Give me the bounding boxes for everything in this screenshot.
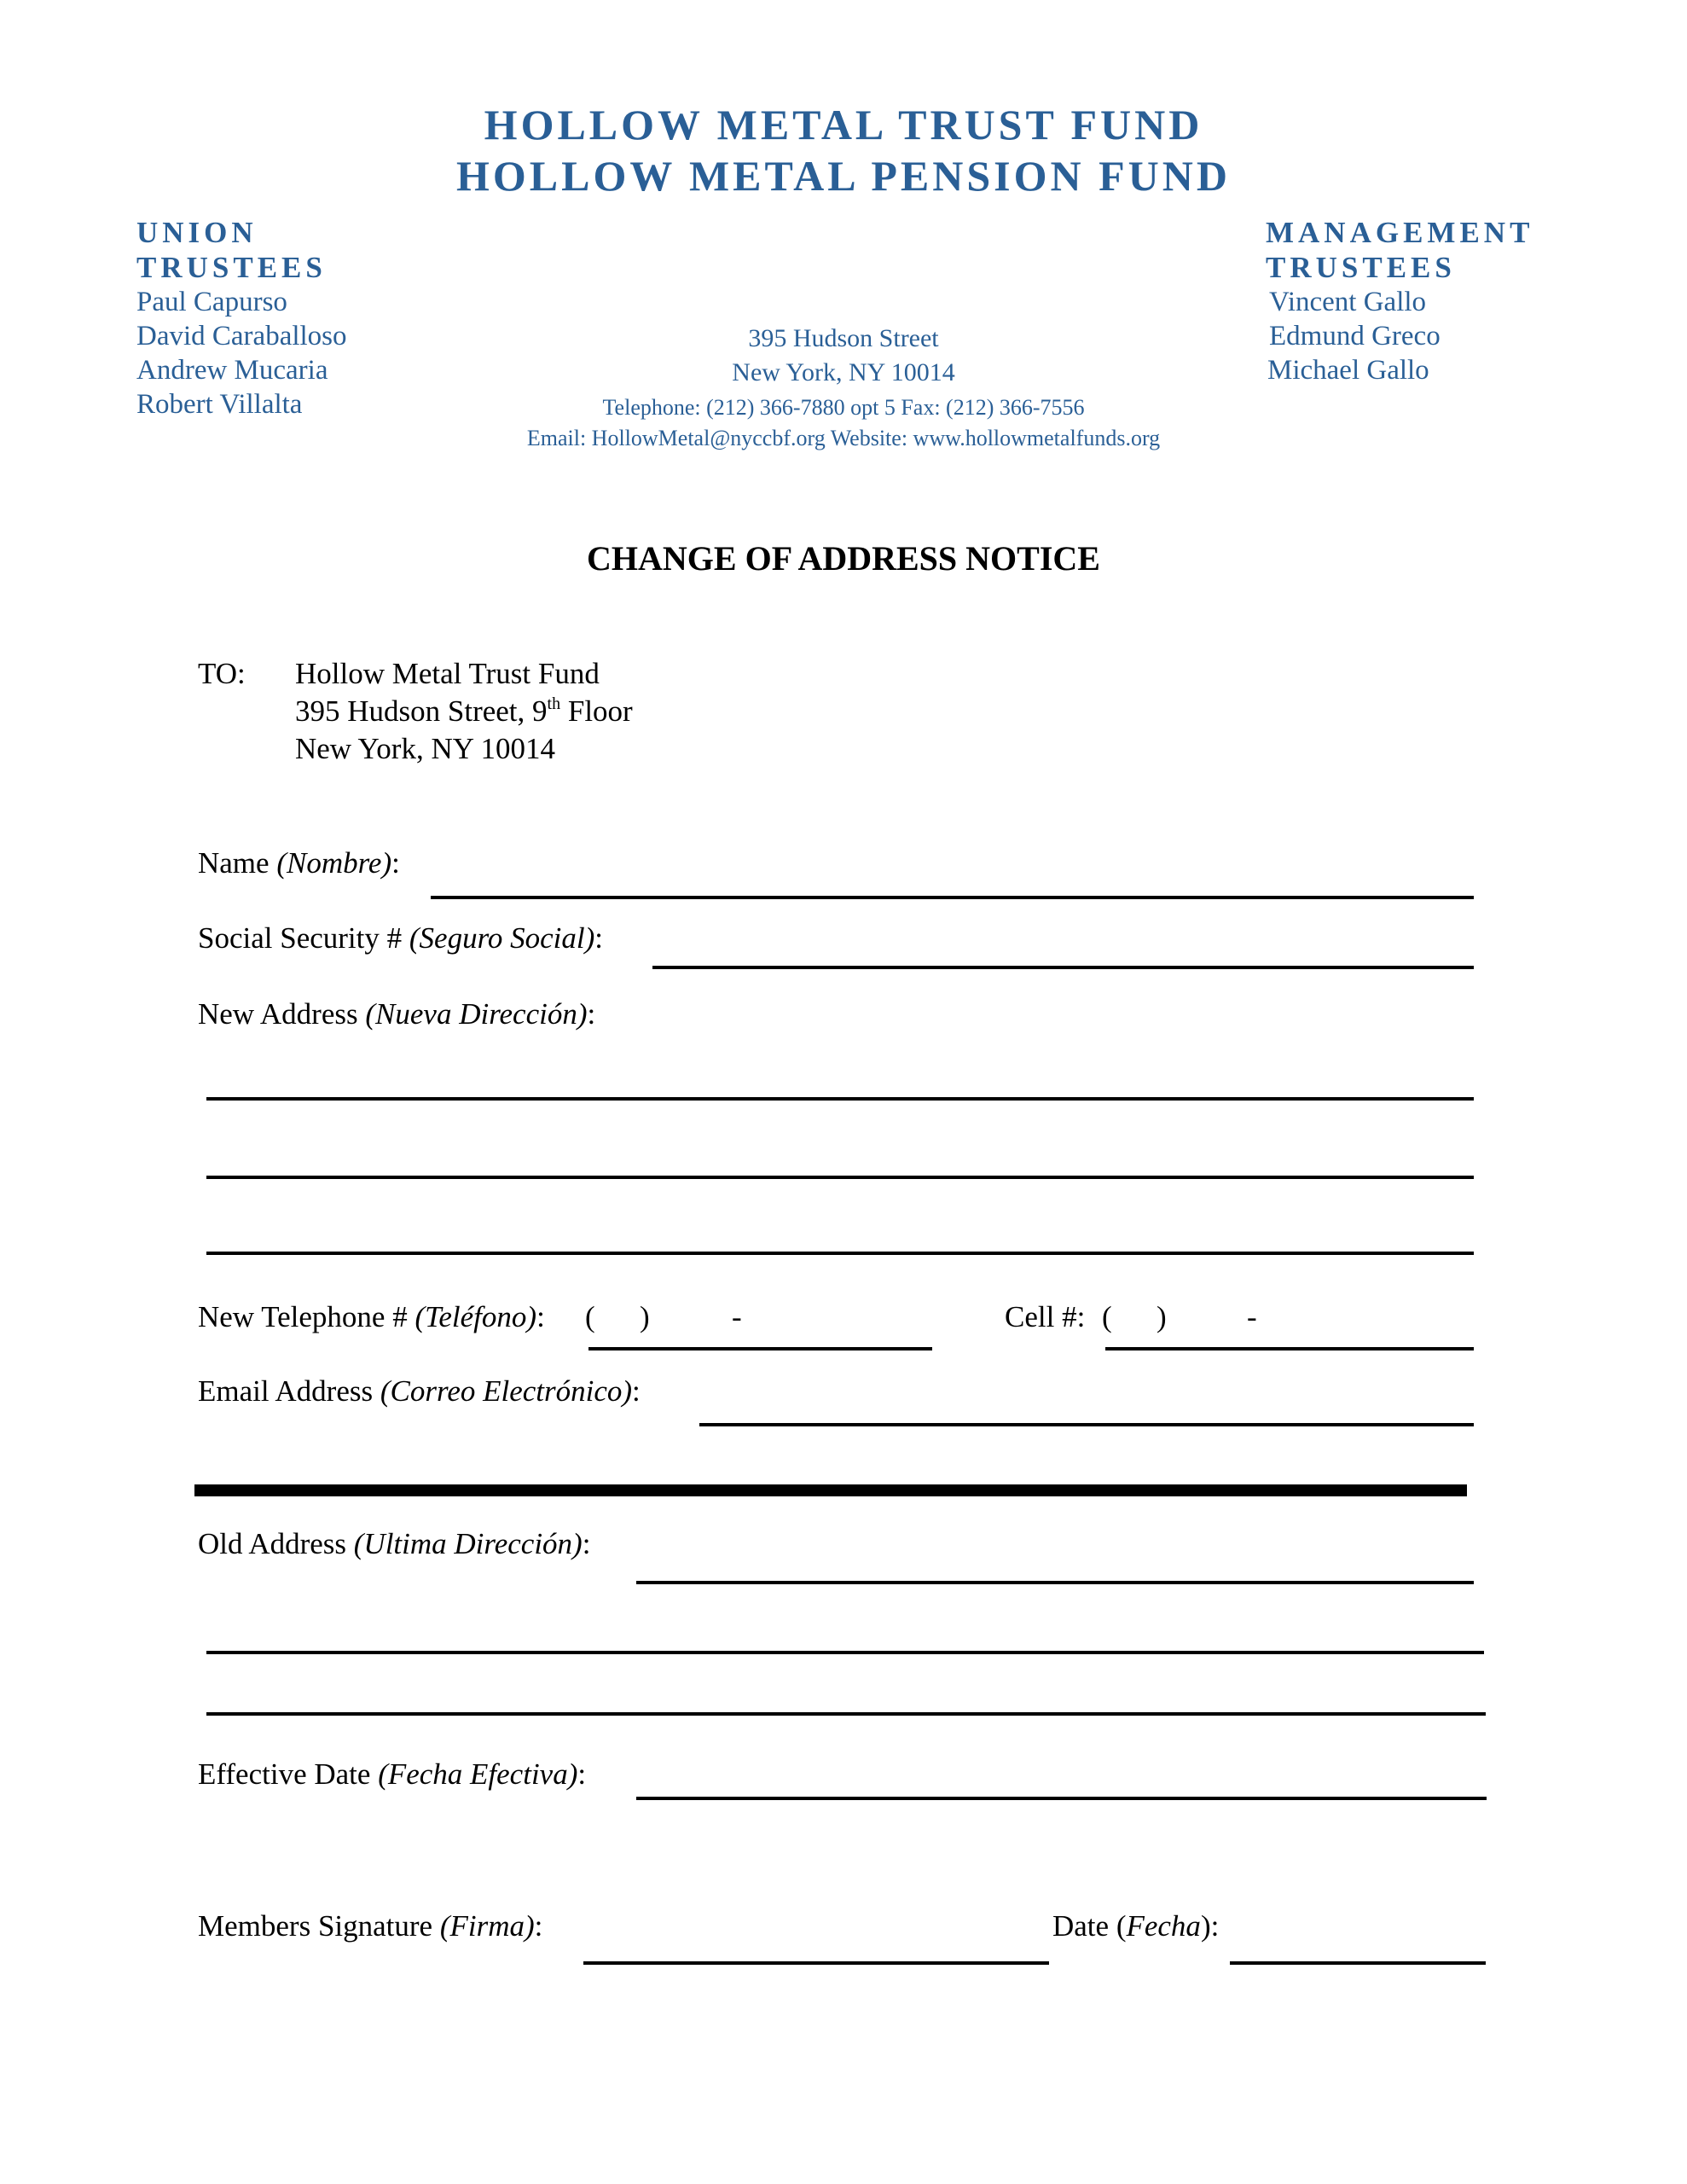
trustee-name: Michael Gallo bbox=[1267, 355, 1429, 386]
effective-date-label-en: Effective Date bbox=[198, 1757, 379, 1791]
telephone-dash: - bbox=[732, 1300, 742, 1333]
label-colon: : bbox=[391, 846, 400, 880]
cell-label: Cell #: bbox=[1005, 1300, 1086, 1333]
telephone-label-es: (Teléfono) bbox=[415, 1300, 537, 1333]
fund-title-trust: HOLLOW METAL TRUST FUND bbox=[484, 101, 1203, 148]
telephone-close-paren: ) bbox=[640, 1300, 650, 1333]
new-address-label-es: (Nueva Dirección) bbox=[365, 997, 588, 1031]
ssn-label-en: Social Security # bbox=[198, 921, 409, 955]
union-trustees-heading-2: TRUSTEES bbox=[136, 251, 327, 284]
new-address-label-en: New Address bbox=[198, 997, 366, 1031]
cell-dash: - bbox=[1247, 1300, 1257, 1333]
name-label bbox=[198, 845, 400, 882]
old-address-line-3[interactable] bbox=[206, 1712, 1486, 1716]
old-address-line-1[interactable] bbox=[636, 1581, 1474, 1584]
old-address-label-en: Old Address bbox=[198, 1527, 354, 1560]
union-trustees-heading-1: UNION bbox=[136, 216, 258, 249]
to-label: TO: bbox=[198, 657, 246, 690]
email-field[interactable] bbox=[699, 1423, 1474, 1426]
to-city: New York, NY 10014 bbox=[295, 732, 555, 765]
label-colon: : bbox=[587, 997, 596, 1031]
label-colon: : bbox=[582, 1527, 591, 1560]
date-label bbox=[1052, 1908, 1219, 1945]
signature-label-es: (Firma) bbox=[439, 1909, 535, 1943]
date-field[interactable] bbox=[1230, 1961, 1486, 1965]
management-trustees-heading-2: TRUSTEES bbox=[1266, 251, 1456, 284]
trustee-name: Robert Villalta bbox=[136, 389, 303, 420]
fund-address-city: New York, NY 10014 bbox=[732, 358, 955, 386]
old-address-line-2[interactable] bbox=[206, 1651, 1484, 1654]
effective-date-field[interactable] bbox=[636, 1797, 1487, 1800]
signature-label-en: Members Signature bbox=[198, 1909, 440, 1943]
cell-field[interactable] bbox=[1105, 1347, 1474, 1350]
old-address-label-es: (Ultima Dirección) bbox=[353, 1527, 583, 1560]
signature-field[interactable] bbox=[583, 1961, 1049, 1965]
new-address-line-1[interactable] bbox=[206, 1097, 1474, 1101]
label-colon: : bbox=[594, 921, 604, 955]
email-label-en: Email Address bbox=[198, 1374, 380, 1408]
label-colon: ): bbox=[1200, 1909, 1220, 1943]
effective-date-label bbox=[198, 1756, 586, 1793]
cell-open-paren: ( bbox=[1102, 1300, 1112, 1333]
name-label-en: Name bbox=[198, 846, 277, 880]
to-recipient: Hollow Metal Trust Fund bbox=[295, 657, 600, 690]
trustee-name: Andrew Mucaria bbox=[136, 355, 328, 386]
to-street-ordinal: th bbox=[547, 694, 561, 713]
effective-date-label-es: (Fecha Efectiva) bbox=[378, 1757, 578, 1791]
new-address-line-3[interactable] bbox=[206, 1252, 1474, 1255]
telephone-field[interactable] bbox=[588, 1347, 932, 1350]
trustee-name: Edmund Greco bbox=[1269, 321, 1441, 351]
ssn-label-es: (Seguro Social) bbox=[409, 921, 595, 955]
trustee-name: Paul Capurso bbox=[136, 287, 287, 317]
ssn-field[interactable] bbox=[652, 966, 1474, 969]
trustee-name: Vincent Gallo bbox=[1269, 287, 1427, 317]
cell-close-paren: ) bbox=[1157, 1300, 1167, 1333]
management-trustees-heading-1: MANAGEMENT bbox=[1266, 216, 1534, 249]
new-address-line-2[interactable] bbox=[206, 1176, 1474, 1179]
ssn-label bbox=[198, 920, 603, 957]
section-divider bbox=[194, 1484, 1467, 1496]
name-field[interactable] bbox=[431, 896, 1474, 899]
fund-address-street: 395 Hudson Street bbox=[748, 324, 939, 352]
telephone-label-en: New Telephone # bbox=[198, 1300, 415, 1333]
old-address-label bbox=[198, 1525, 590, 1563]
label-colon: : bbox=[632, 1374, 641, 1408]
fund-email-website: Email: HollowMetal@nyccbf.org Website: www.hollowmetalfunds.org bbox=[526, 426, 1161, 450]
label-colon: : bbox=[536, 1300, 545, 1333]
signature-label bbox=[198, 1908, 542, 1945]
email-label bbox=[198, 1373, 641, 1410]
fund-title-pension: HOLLOW METAL PENSION FUND bbox=[456, 152, 1231, 200]
trustee-name: David Caraballoso bbox=[136, 321, 347, 351]
notice-title: CHANGE OF ADDRESS NOTICE bbox=[587, 539, 1100, 578]
name-label-es: (Nombre) bbox=[276, 846, 392, 880]
fund-phone-fax: Telephone: (212) 366-7880 opt 5 Fax: (212) 366-7556 bbox=[602, 395, 1085, 420]
to-street-floor: Floor bbox=[560, 694, 633, 728]
new-address-label bbox=[198, 996, 595, 1033]
email-label-es: (Correo Electrónico) bbox=[380, 1374, 633, 1408]
to-street-text: 395 Hudson Street, 9 bbox=[295, 694, 548, 728]
label-colon: : bbox=[534, 1909, 543, 1943]
label-colon: : bbox=[577, 1757, 587, 1791]
date-label-en: Date ( bbox=[1052, 1909, 1127, 1943]
telephone-label bbox=[198, 1298, 545, 1336]
telephone-open-paren: ( bbox=[585, 1300, 595, 1333]
date-label-es: Fecha bbox=[1126, 1909, 1201, 1943]
to-street bbox=[295, 693, 633, 730]
